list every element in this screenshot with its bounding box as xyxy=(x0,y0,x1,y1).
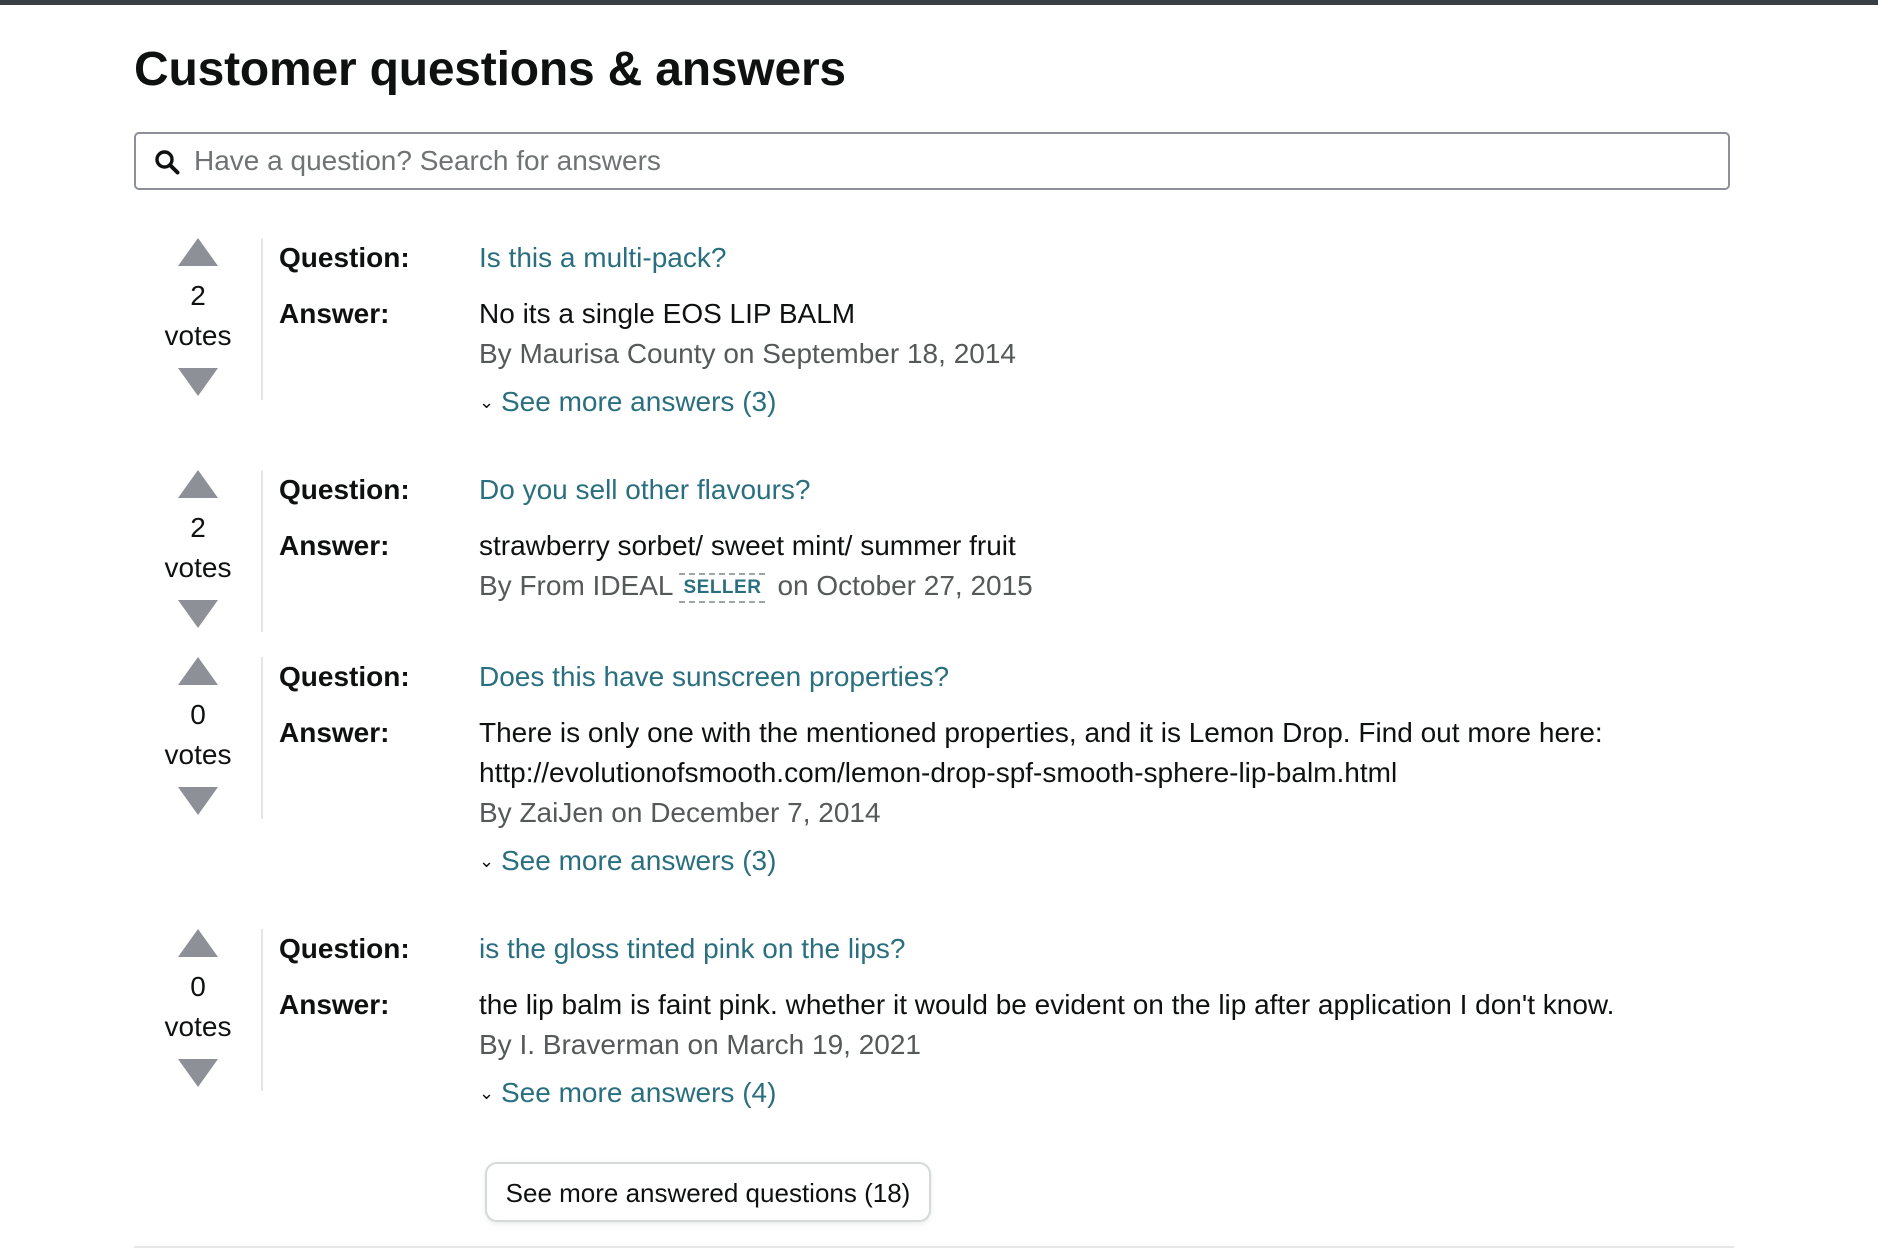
votes-label: votes xyxy=(164,1011,232,1042)
qa-item xyxy=(134,470,1734,630)
qa-item xyxy=(134,929,1734,1108)
upvote-icon[interactable] xyxy=(178,470,218,498)
upvote-icon[interactable] xyxy=(178,657,218,685)
byline-author: By From IDEAL xyxy=(479,570,674,601)
votes-label: votes xyxy=(164,320,232,351)
chevron-down-icon: ⌄ xyxy=(479,392,495,412)
see-more-answers-link[interactable] xyxy=(479,386,776,418)
qa-section xyxy=(134,0,1734,1248)
vote-divider xyxy=(261,657,263,819)
page-title: Customer questions & answers xyxy=(134,43,846,96)
answer-label: Answer: xyxy=(279,717,390,748)
downvote-icon[interactable] xyxy=(178,368,218,396)
question-label: Question: xyxy=(279,933,410,964)
vote-divider xyxy=(261,470,263,632)
answer-text: strawberry sorbet/ sweet mint/ summer fruit xyxy=(479,530,1016,561)
question-label: Question: xyxy=(279,474,410,505)
vote-widget xyxy=(134,929,262,1087)
vote-widget xyxy=(134,657,262,815)
answer-label: Answer: xyxy=(279,989,390,1020)
chevron-down-icon: ⌄ xyxy=(479,1083,495,1103)
vote-widget xyxy=(134,470,262,628)
votes-label: votes xyxy=(164,739,232,770)
upvote-icon[interactable] xyxy=(178,238,218,266)
question-label: Question: xyxy=(279,661,410,692)
search-icon xyxy=(154,149,180,175)
vote-divider xyxy=(261,929,263,1091)
question-link[interactable]: Is this a multi-pack? xyxy=(479,242,727,273)
vote-widget xyxy=(134,238,262,396)
see-more-questions-button[interactable]: See more answered questions (18) xyxy=(485,1162,931,1222)
vote-count: 0 xyxy=(190,971,206,1002)
chevron-down-icon: ⌄ xyxy=(479,851,495,871)
answer-text: There is only one with the mentioned properties, and it is Lemon Drop. Find out more here: http://evolutionofsmooth.com/lemon-drop-spf-smooth-sphere-lip-balm.html xyxy=(479,717,1603,788)
answer-byline: By ZaiJen on December 7, 2014 xyxy=(479,797,881,828)
see-more-answers-label: See more answers (3) xyxy=(501,386,777,417)
byline-date: on October 27, 2015 xyxy=(777,570,1033,601)
vote-count: 2 xyxy=(190,280,206,311)
question-link[interactable]: Does this have sunscreen properties? xyxy=(479,661,950,692)
answer-label: Answer: xyxy=(279,530,390,561)
downvote-icon[interactable] xyxy=(178,1059,218,1087)
search-box[interactable] xyxy=(134,132,1730,190)
seller-badge[interactable]: SELLER xyxy=(679,573,765,603)
answer-label: Answer: xyxy=(279,298,390,329)
votes-label: votes xyxy=(164,552,232,583)
qa-item xyxy=(134,238,1734,417)
vote-count: 0 xyxy=(190,699,206,730)
question-link[interactable]: is the gloss tinted pink on the lips? xyxy=(479,933,906,964)
see-more-answers-link[interactable] xyxy=(479,1077,776,1109)
answer-byline: By Maurisa County on September 18, 2014 xyxy=(479,338,1016,369)
vote-count: 2 xyxy=(190,512,206,543)
answer-text: the lip balm is faint pink. whether it would be evident on the lip after application I don't know. xyxy=(479,989,1615,1020)
vote-divider xyxy=(261,238,263,400)
downvote-icon[interactable] xyxy=(178,600,218,628)
question-link[interactable]: Do you sell other flavours? xyxy=(479,474,811,505)
search-input[interactable] xyxy=(194,140,1694,182)
answer-text: No its a single EOS LIP BALM xyxy=(479,298,856,329)
qa-item xyxy=(134,657,1734,876)
see-more-answers-label: See more answers (3) xyxy=(501,845,777,876)
see-more-answers-label: See more answers (4) xyxy=(501,1077,777,1108)
question-label: Question: xyxy=(279,242,410,273)
answer-byline: By I. Braverman on March 19, 2021 xyxy=(479,1029,921,1060)
answer-byline xyxy=(479,570,1033,603)
see-more-answers-link[interactable] xyxy=(479,845,776,877)
downvote-icon[interactable] xyxy=(178,787,218,815)
upvote-icon[interactable] xyxy=(178,929,218,957)
